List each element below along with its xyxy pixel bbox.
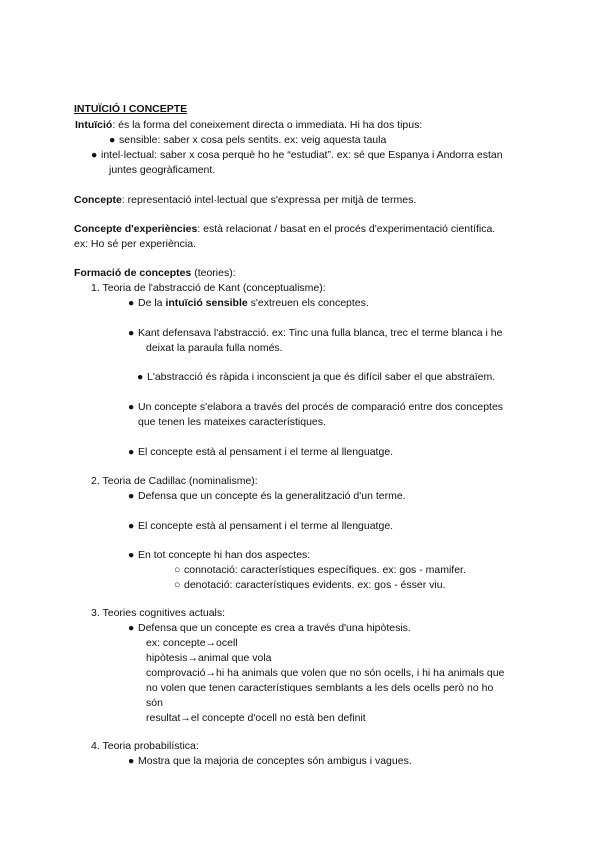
item-text: El concepte està al pensament i el terme al llenguatge. <box>138 446 394 458</box>
list-item-continuation: que tenen les mateixes característiques. <box>138 416 326 428</box>
list-item <box>137 370 495 385</box>
hollow-bullet-icon: ○ <box>174 564 181 576</box>
bullet-icon: ● <box>128 755 135 767</box>
bullet-icon: ● <box>128 401 135 413</box>
list-item-continuation: hipòtesis→animal que vola <box>146 652 272 664</box>
intuicio-definition <box>75 118 422 133</box>
bullet-icon: ● <box>91 149 98 161</box>
list-item <box>128 754 412 769</box>
item-text: Un concepte s'elabora a través del procés de comparació entre dos conceptes <box>138 401 504 413</box>
item-text: De la <box>138 297 166 309</box>
bullet-icon: ● <box>128 622 135 634</box>
bullet-icon: ● <box>128 490 135 502</box>
hollow-bullet-icon: ○ <box>174 579 181 591</box>
item-text: sensible: saber x cosa pels sentits. ex: veig aquesta taula <box>119 134 387 146</box>
bullet-icon: ● <box>128 446 135 458</box>
list-item <box>128 326 502 341</box>
bullet-icon: ● <box>109 134 116 146</box>
item-text: Kant defensava l'abstracció. ex: Tinc una fulla blanca, trec el terme blanca i he <box>138 327 503 339</box>
list-item <box>128 445 393 460</box>
bullet-icon: ● <box>137 371 144 383</box>
item-text: denotació: característiques evidents. ex: gos - ésser viu. <box>184 579 446 591</box>
item-text: En tot concepte hi han dos aspectes: <box>138 549 311 561</box>
item-text: connotació: característiques específiques. ex: gos - mamifer. <box>184 564 466 576</box>
bullet-icon: ● <box>128 549 135 561</box>
list-item <box>128 400 503 415</box>
list-item <box>128 548 310 563</box>
list-item-continuation: no volen que tenen característiques semblants a les dels ocells però no ho <box>146 682 494 694</box>
bullet-icon: ● <box>128 327 135 339</box>
definition: : és la forma del coneixement directa o immediata. Hi ha dos tipus: <box>112 119 423 131</box>
bullet-icon: ● <box>128 520 135 532</box>
list-item-continuation: deixat la paraula fulla només. <box>146 342 283 354</box>
experiencies-example: ex: Ho sé per experiència. <box>74 238 196 250</box>
experiencies-definition <box>74 222 495 237</box>
term: Formació de conceptes <box>74 267 192 279</box>
item-text: Defensa que un concepte es crea a través d'una hipòtesis. <box>138 622 411 634</box>
item-text: s'extreuen els conceptes. <box>247 297 369 309</box>
list-item <box>128 489 406 504</box>
list-item-continuation: són <box>146 697 163 709</box>
concepte-definition <box>74 193 416 208</box>
definition: : està relacionat / basat en el procés d'experimentació científica. <box>197 223 496 235</box>
teoria-1-heading: 1. Teoria de l'abstracció de Kant (conceptualisme): <box>91 282 326 294</box>
list-item <box>91 148 503 163</box>
list-item-continuation: juntes geogràficament. <box>109 164 216 176</box>
list-item-continuation: resultat→el concepte d'ocell no està ben definit <box>146 712 366 724</box>
item-text-bold: intuïció sensible <box>165 297 248 309</box>
term: Concepte d'experiències <box>74 223 198 235</box>
list-item-continuation: ex: concepte→ocell <box>146 637 238 649</box>
bullet-icon: ● <box>128 297 135 309</box>
teoria-2-heading: 2. Teoria de Cadillac (nominalisme): <box>91 475 258 487</box>
item-text: Mostra que la majoria de conceptes són ambigus i vagues. <box>138 755 412 767</box>
list-item <box>109 133 386 148</box>
list-item <box>128 296 369 311</box>
list-item <box>128 621 411 636</box>
item-text: El concepte està al pensament i el terme al llenguatge. <box>138 520 394 532</box>
sub-list-item <box>174 563 466 578</box>
list-item <box>128 519 393 534</box>
formacio-heading <box>74 266 236 281</box>
item-text: L'abstracció és ràpida i inconscient ja que és difícil saber el que abstraïem. <box>147 371 496 383</box>
item-text: intel·lectual: saber x cosa perquè ho he “estudiat”. ex: sé que Espanya i Andorra estan <box>101 149 503 161</box>
teoria-4-heading: 4. Teoria probabilística: <box>91 740 199 752</box>
definition: : representació intel·lectual que s'expressa per mitjà de termes. <box>121 194 417 206</box>
heading-rest: (teories): <box>191 267 236 279</box>
term: Concepte <box>74 194 122 206</box>
list-item-continuation: comprovació→hi ha animals que volen que no són ocells, i hi ha animals que <box>146 667 505 679</box>
item-text: Defensa que un concepte és la generalització d'un terme. <box>138 490 406 502</box>
teoria-3-heading: 3. Teories cognitives actuals: <box>91 607 226 619</box>
sub-list-item <box>174 578 445 593</box>
term: Intuïció <box>75 119 113 131</box>
page-title: INTUÏCIÓ I CONCEPTE <box>74 103 188 115</box>
